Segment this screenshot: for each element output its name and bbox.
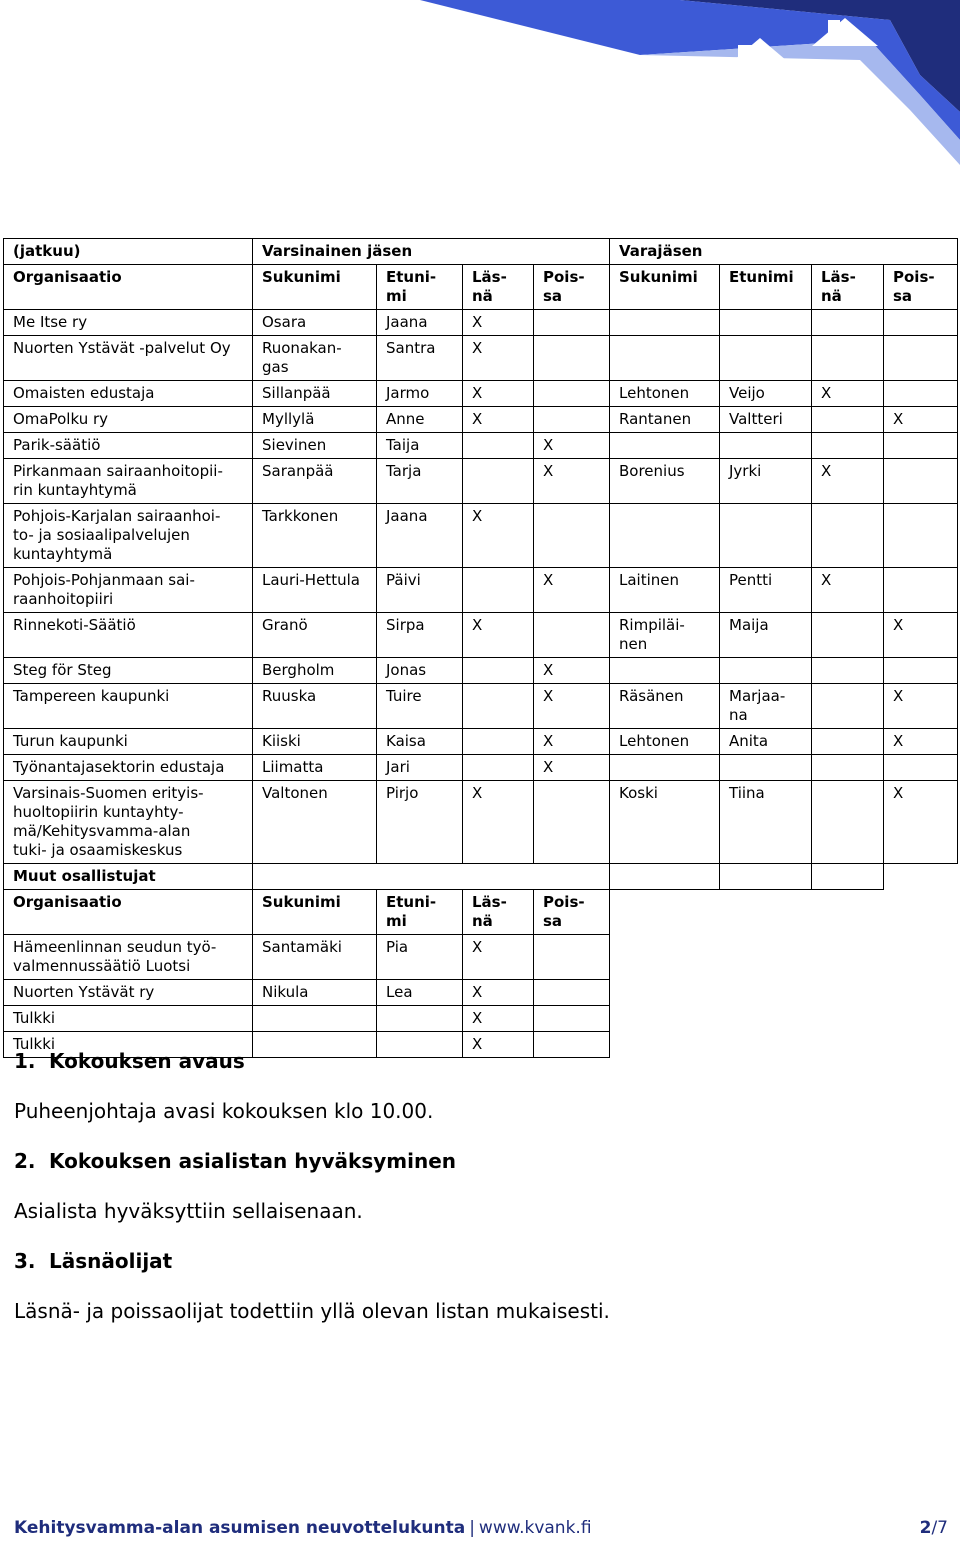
deputy-last-name-cell (610, 504, 720, 568)
last-name-cell: Tarkkonen (253, 504, 377, 568)
continued-label: (jatkuu) (4, 239, 253, 265)
absent-cell: X (534, 729, 610, 755)
deputy-absent-cell: X (884, 684, 958, 729)
deputy-present-cell (812, 310, 884, 336)
page-separator: / (931, 1518, 938, 1538)
org-cell: Varsinais-Suomen erityis- huoltopiirin kuntayhty- mä/Kehitysvamma-alan tuki- ja osaamiskeskus (4, 781, 253, 864)
deputy-absent-cell (884, 755, 958, 781)
absent-cell (534, 980, 610, 1006)
org-cell: Nuorten Ystävät ry (4, 980, 253, 1006)
others-col-present: Läs- nä (463, 890, 534, 935)
table-row (4, 729, 958, 755)
others-row (4, 1006, 958, 1032)
others-header-row (4, 890, 958, 935)
column-header-row (4, 265, 958, 310)
deputy-first-name-cell: Tiina (720, 781, 812, 864)
col-deputy-absent: Pois- sa (884, 265, 958, 310)
org-cell: Tampereen kaupunki (4, 684, 253, 729)
table-row (4, 658, 958, 684)
first-name-cell: Anne (377, 407, 463, 433)
empty-cell (253, 864, 610, 890)
absent-cell (534, 310, 610, 336)
others-col-absent: Pois- sa (534, 890, 610, 935)
deputy-absent-cell: X (884, 407, 958, 433)
last-name-cell: Kiiski (253, 729, 377, 755)
table-row (4, 781, 958, 864)
table-row (4, 684, 958, 729)
present-cell: X (463, 504, 534, 568)
present-cell: X (463, 381, 534, 407)
deputy-absent-cell (884, 504, 958, 568)
section-title: Kokouksen avaus (49, 1049, 245, 1073)
table-row (4, 459, 958, 504)
deputy-first-name-cell: Anita (720, 729, 812, 755)
present-cell (463, 755, 534, 781)
deputy-last-name-cell (610, 658, 720, 684)
deputy-present-cell (812, 781, 884, 864)
deputy-first-name-cell (720, 658, 812, 684)
absent-cell: X (534, 658, 610, 684)
deputy-absent-cell (884, 336, 958, 381)
house-roof-logo (420, 0, 960, 165)
deputy-first-name-cell (720, 433, 812, 459)
col-first: Etuni- mi (377, 265, 463, 310)
first-name-cell: Kaisa (377, 729, 463, 755)
first-name-cell: Santra (377, 336, 463, 381)
first-name-cell: Jaana (377, 310, 463, 336)
others-title-row (4, 864, 958, 890)
col-deputy-first: Etunimi (720, 265, 812, 310)
org-cell: Pohjois-Karjalan sairaanhoi- to- ja sosiaalipalvelujen kuntayhtymä (4, 504, 253, 568)
page-total: 7 (937, 1518, 948, 1538)
table-row (4, 310, 958, 336)
empty-cell (884, 864, 958, 890)
col-deputy-last: Sukunimi (610, 265, 720, 310)
org-cell: Työnantajasektorin edustaja (4, 755, 253, 781)
empty-area (610, 1006, 958, 1032)
deputy-first-name-cell: Pentti (720, 568, 812, 613)
org-cell: Parik-säätiö (4, 433, 253, 459)
present-cell (463, 729, 534, 755)
present-cell: X (463, 781, 534, 864)
deputy-last-name-cell: Rantanen (610, 407, 720, 433)
last-name-cell: Granö (253, 613, 377, 658)
present-cell: X (463, 407, 534, 433)
present-cell (463, 684, 534, 729)
last-name-cell: Ruonakan- gas (253, 336, 377, 381)
last-name-cell: Valtonen (253, 781, 377, 864)
last-name-cell: Nikula (253, 980, 377, 1006)
last-name-cell: Ruuska (253, 684, 377, 729)
absent-cell: X (534, 755, 610, 781)
empty-cell (720, 864, 812, 890)
footer-separator: | (469, 1518, 475, 1538)
deputy-present-cell: X (812, 568, 884, 613)
deputy-last-name-cell (610, 433, 720, 459)
minutes-sections (14, 1048, 934, 1324)
last-name-cell: Bergholm (253, 658, 377, 684)
section-number: 3. (14, 1249, 36, 1273)
present-cell (463, 568, 534, 613)
col-present: Läs- nä (463, 265, 534, 310)
section-heading (14, 1248, 934, 1274)
deputy-present-cell (812, 504, 884, 568)
absent-cell (534, 1006, 610, 1032)
deputy-first-name-cell (720, 336, 812, 381)
deputy-last-name-cell: Räsänen (610, 684, 720, 729)
present-cell: X (463, 1006, 534, 1032)
section-heading (14, 1148, 934, 1174)
deputy-last-name-cell: Borenius (610, 459, 720, 504)
deputy-absent-cell (884, 433, 958, 459)
absent-cell (534, 407, 610, 433)
table-header-row (4, 239, 958, 265)
last-name-cell: Myllylä (253, 407, 377, 433)
org-cell: Steg för Steg (4, 658, 253, 684)
org-cell: Pohjois-Pohjanmaan sai- raanhoitopiiri (4, 568, 253, 613)
table-row (4, 336, 958, 381)
absent-cell: X (534, 433, 610, 459)
deputy-last-name-cell: Lehtonen (610, 729, 720, 755)
first-name-cell: Sirpa (377, 613, 463, 658)
org-cell: Me Itse ry (4, 310, 253, 336)
empty-area (610, 980, 958, 1006)
first-name-cell: Pirjo (377, 781, 463, 864)
deputy-last-name-cell: Lehtonen (610, 381, 720, 407)
footer-org: Kehitysvamma-alan asumisen neuvottelukunta (14, 1518, 466, 1538)
empty-cell (610, 864, 720, 890)
org-cell: Tulkki (4, 1006, 253, 1032)
deputy-first-name-cell: Veijo (720, 381, 812, 407)
page-number (920, 1517, 948, 1539)
org-cell: Turun kaupunki (4, 729, 253, 755)
deputy-absent-cell: X (884, 781, 958, 864)
first-name-cell: Pia (377, 935, 463, 980)
deputy-first-name-cell: Maija (720, 613, 812, 658)
absent-cell (534, 504, 610, 568)
col-absent: Pois- sa (534, 265, 610, 310)
section-title: Kokouksen asialistan hyväksyminen (49, 1149, 457, 1173)
section-title: Läsnäolijat (49, 1249, 173, 1273)
first-name-cell: Taija (377, 433, 463, 459)
present-cell: X (463, 980, 534, 1006)
last-name-cell: Osara (253, 310, 377, 336)
deputy-present-cell (812, 755, 884, 781)
org-cell: Rinnekoti-Säätiö (4, 613, 253, 658)
absent-cell (534, 336, 610, 381)
deputy-present-cell (812, 407, 884, 433)
table-row (4, 407, 958, 433)
last-name-cell: Saranpää (253, 459, 377, 504)
deputy-present-cell (812, 613, 884, 658)
col-last: Sukunimi (253, 265, 377, 310)
section-heading (14, 1048, 934, 1074)
deputy-last-name-cell: Rimpiläi- nen (610, 613, 720, 658)
section-text: Läsnä- ja poissaolijat todettiin yllä olevan listan mukaisesti. (14, 1299, 610, 1323)
table-row (4, 755, 958, 781)
deputy-absent-cell: X (884, 613, 958, 658)
deputy-absent-cell: X (884, 729, 958, 755)
table-row (4, 568, 958, 613)
footer-website-link[interactable]: www.kvank.fi (478, 1518, 592, 1538)
deputy-absent-cell (884, 568, 958, 613)
deputy-first-name-cell (720, 310, 812, 336)
absent-cell (534, 381, 610, 407)
page-footer (14, 1517, 948, 1539)
absent-cell (534, 781, 610, 864)
deputy-last-name-cell: Koski (610, 781, 720, 864)
empty-cell (812, 864, 884, 890)
deputy-present-cell (812, 336, 884, 381)
deputy-header: Varajäsen (610, 239, 958, 265)
deputy-present-cell (812, 684, 884, 729)
absent-cell: X (534, 684, 610, 729)
present-cell (463, 658, 534, 684)
present-cell: X (463, 613, 534, 658)
deputy-absent-cell (884, 459, 958, 504)
others-col-first: Etuni- mi (377, 890, 463, 935)
page-current: 2 (919, 1518, 932, 1538)
deputy-first-name-cell (720, 755, 812, 781)
table-row (4, 613, 958, 658)
section-text: Asialista hyväksyttiin sellaisenaan. (14, 1199, 363, 1223)
deputy-first-name-cell (720, 504, 812, 568)
deputy-first-name-cell: Valtteri (720, 407, 812, 433)
present-cell: X (463, 336, 534, 381)
deputy-last-name-cell (610, 336, 720, 381)
section-number: 2. (14, 1149, 36, 1173)
empty-area (610, 890, 958, 935)
others-col-org: Organisaatio (4, 890, 253, 935)
absent-cell: X (534, 568, 610, 613)
table-row (4, 504, 958, 568)
others-row (4, 935, 958, 980)
others-row (4, 980, 958, 1006)
present-cell: X (463, 1032, 534, 1058)
first-name-cell: Tuire (377, 684, 463, 729)
present-cell (463, 433, 534, 459)
deputy-last-name-cell: Laitinen (610, 568, 720, 613)
first-name-cell: Lea (377, 980, 463, 1006)
present-cell: X (463, 935, 534, 980)
present-cell (463, 459, 534, 504)
deputy-present-cell (812, 658, 884, 684)
deputy-last-name-cell (610, 755, 720, 781)
first-name-cell (377, 1006, 463, 1032)
org-cell: Tulkki (4, 1032, 253, 1058)
first-name-cell: Jonas (377, 658, 463, 684)
deputy-first-name-cell: Marjaa- na (720, 684, 812, 729)
last-name-cell: Sievinen (253, 433, 377, 459)
absent-cell (534, 613, 610, 658)
member-header: Varsinainen jäsen (253, 239, 610, 265)
first-name-cell: Jaana (377, 504, 463, 568)
org-cell: Hämeenlinnan seudun työ- valmennussäätiö Luotsi (4, 935, 253, 980)
present-cell: X (463, 310, 534, 336)
attendance-table (3, 238, 958, 1058)
first-name-cell: Jari (377, 755, 463, 781)
table-row (4, 433, 958, 459)
last-name-cell: Lauri-Hettula (253, 568, 377, 613)
col-deputy-present: Läs- nä (812, 265, 884, 310)
first-name-cell: Tarja (377, 459, 463, 504)
last-name-cell: Sillanpää (253, 381, 377, 407)
last-name-cell: Liimatta (253, 755, 377, 781)
section-text: Puheenjohtaja avasi kokouksen klo 10.00. (14, 1099, 434, 1123)
deputy-first-name-cell: Jyrki (720, 459, 812, 504)
org-cell: OmaPolku ry (4, 407, 253, 433)
deputy-last-name-cell (610, 310, 720, 336)
deputy-absent-cell (884, 658, 958, 684)
deputy-absent-cell (884, 381, 958, 407)
deputy-present-cell (812, 433, 884, 459)
section-number: 1. (14, 1049, 36, 1073)
empty-area (610, 935, 958, 980)
table-row (4, 381, 958, 407)
last-name-cell (253, 1006, 377, 1032)
absent-cell: X (534, 459, 610, 504)
col-org: Organisaatio (4, 265, 253, 310)
others-col-last: Sukunimi (253, 890, 377, 935)
deputy-absent-cell (884, 310, 958, 336)
first-name-cell: Päivi (377, 568, 463, 613)
deputy-present-cell: X (812, 459, 884, 504)
org-cell: Pirkanmaan sairaanhoitopii- rin kuntayhtymä (4, 459, 253, 504)
others-title: Muut osallistujat (4, 864, 253, 890)
absent-cell (534, 935, 610, 980)
deputy-present-cell (812, 729, 884, 755)
org-cell: Nuorten Ystävät -palvelut Oy (4, 336, 253, 381)
last-name-cell: Santamäki (253, 935, 377, 980)
attendance-table-body (4, 239, 958, 1058)
org-cell: Omaisten edustaja (4, 381, 253, 407)
deputy-present-cell: X (812, 381, 884, 407)
first-name-cell: Jarmo (377, 381, 463, 407)
